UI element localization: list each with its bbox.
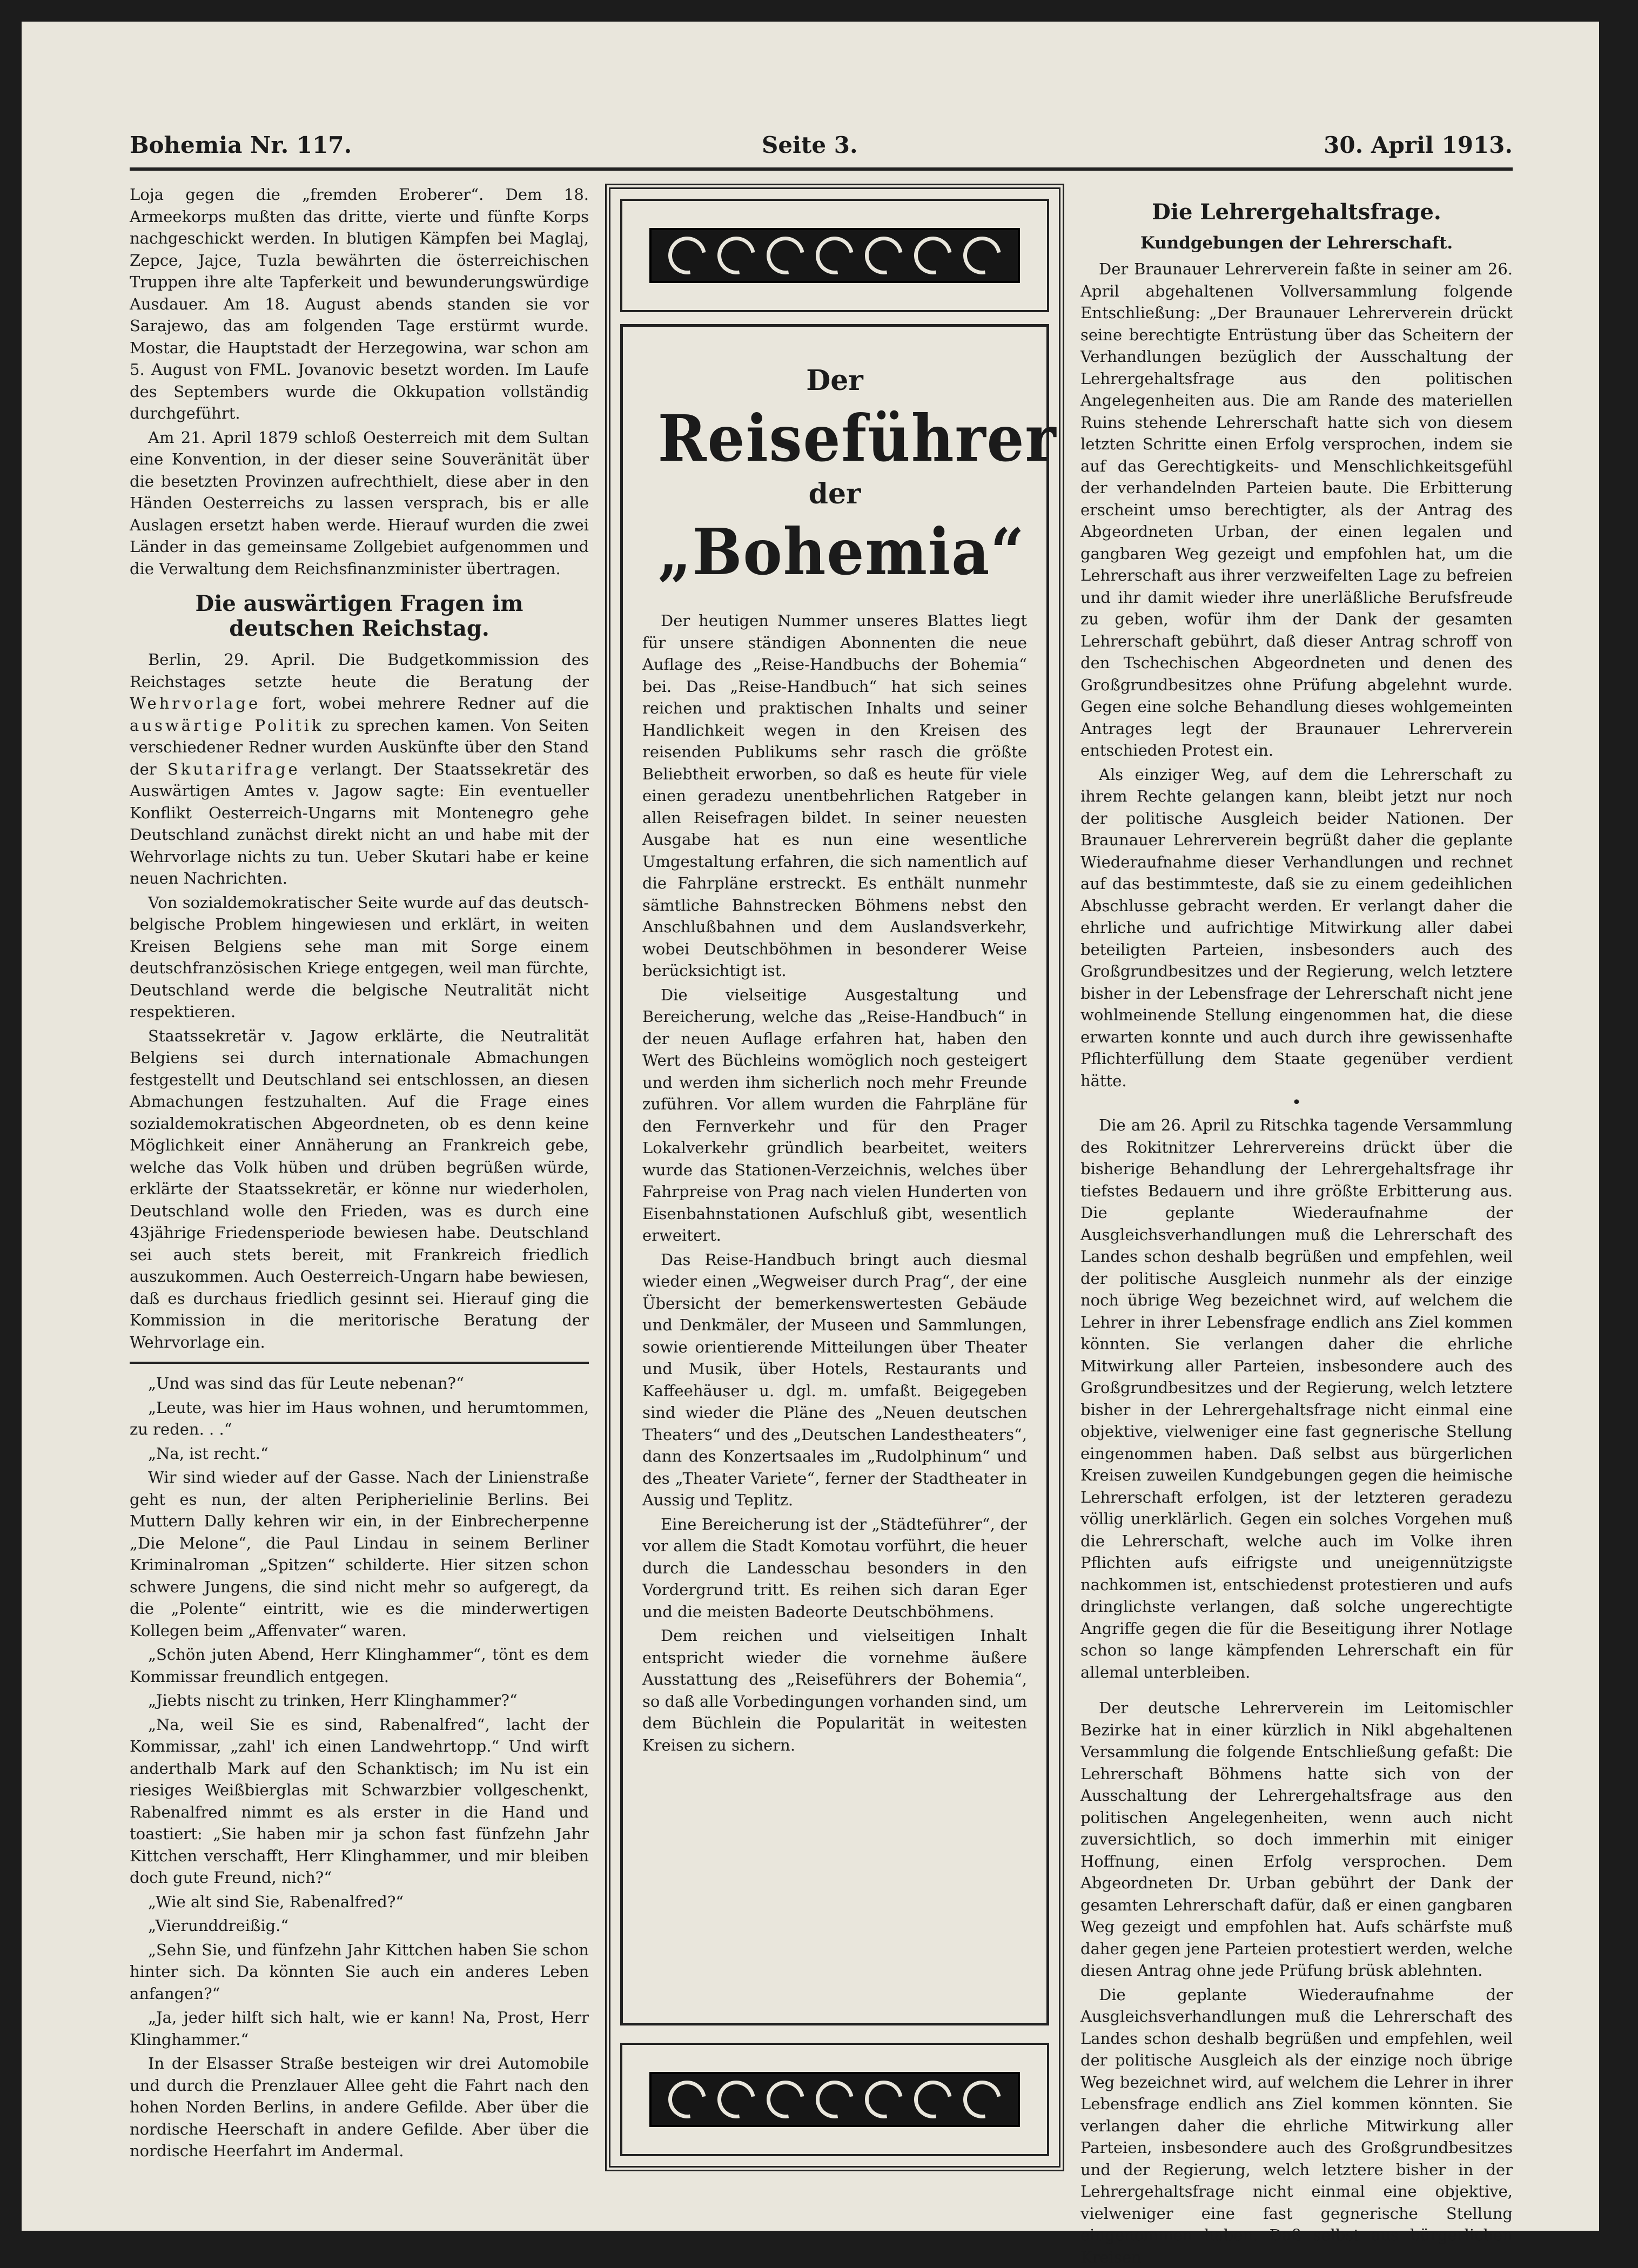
lehrer-paragraph-4: Der deutsche Lehrerverein im Leitomischler Bezirke hat in einer kürzlich in Nikl abgehaltenen Versammlung die folgende Entschließung gefaßt: Die Lehrerschaft Böhmens hatte sich von der Ausschaltung der Lehrergehaltsfrage aus den politischen Angelegenheiten, wenn auch nicht zuversichtlich, so doch immerhin mit einiger Hoffnung, einen Erfolg versprochen. Dem Abgeordneten Dr. Urban gebührt der Dank der gesamten Lehrerschaft dafür, daß er einen gangbaren Weg gezeigt und empfohlen hat. Aufs schärfste muß daher gegen jene Parteien protestiert werden, welche diesen Antrag ohne jede Prüfung brüsk ablehnten. — [1080, 1697, 1513, 1982]
swirl-ornament-icon — [956, 2073, 1009, 2125]
feuilleton-line-4: Wir sind wieder auf der Gasse. Nach der Linienstraße geht es nun, der alten Peripherielinie Berlins. Bei Muttern Dally kehren wir ein, in der Einbrecherpenne „Die Melone“, die Paul Lindau in seinem Berliner Kriminalroman „Spitzen“ schilderte. Hier sitzen schon schwere Jungens, die sind nicht mehr so aufgeregt, da die „Polente“ eintritt, wie es die minderwertigen Kollegen beim „Affenvater“ waren. — [130, 1466, 589, 1641]
spacer — [1080, 1686, 1513, 1694]
ad-paragraph-4: Eine Bereicherung ist der „Städteführer“, der vor allem die Stadt Komotau vorführt, die heuer durch die Landesschau besonders in den Vordergrund tritt. Es reihen sich daran Eger und die meisten Badeorte Deutschböhmens. — [642, 1513, 1027, 1623]
feuilleton-line-12: In der Elsasser Straße besteigen wir drei Automobile und durch die Prenzlauer Allee geht die Fahrt nach den hohen Norden Berlins, in andere Gefilde. Aber über die nordische Heerschaft in andere Gefilde. Aber über die nordische Heerfahrt im Andermal. — [130, 2052, 589, 2162]
lehrer-paragraph-1: Der Braunauer Lehrerverein faßte in seiner am 26. April abgehaltenen Vollversammlung folgende Entschließung: „Der Braunauer Lehrerverein drückt seine berechtigte Entrüstung über das Scheitern der Verhandlungen bezüglich der Ausschaltung der Lehrergehaltsfrage aus den politischen Angelegenheiten aus. Die am Rande des materiellen Ruins stehende Lehrerschaft hatte sich von diesem letzten Schritte einen Erfolg versprochen, indem sie auf das Gerechtigkeits- und Menschlichkeitsgefühl der verhandelnden Parteien baute. Die Erbitterung erscheint umso berechtigter, als der Antrag des Abgeordneten Urban, der einen legalen und gangbaren Weg gezeigt und empfohlen hat, um die Lehrerschaft aus ihrer verzweifelten Lage zu befreien und ihr damit wieder ihre unerläßliche Berufsfreude zu geben, wofür ihm der Dank der gesamten Lehrerschaft gebührt, daß dieser Antrag schroff von den Tschechischen Abgeordneten und denen des Großgrundbesitzes ohne Prüfung abgelehnt wurde. Gegen eine solche Behandlung dieses wohlgemeinten Antrages legt der Braunauer Lehrerverein entschieden Protest ein. — [1080, 258, 1513, 762]
lehrer-paragraph-5: Die geplante Wiederaufnahme der Ausgleichsverhandlungen muß die Lehrerschaft des Landes schon deshalb begrüßen und empfehlen, weil der politische Ausgleich als der einzige noch übrige Weg bezeichnet wird, auf welchem die Lehrer in ihrer Lebensfrage endlich ans Ziel kommen könnten. Sie verlangen daher die ehrliche Mitwirkung aller Parteien, insbesondere auch des Großgrundbesitzes und der Regierung, welch letztere bisher in der Lehrergehaltsfrage nicht einmal eine objektive, vielweniger eine fast gegnerische Stellung eingenommen haben. Daß selbst aus bürgerlichen Kreisen — [1080, 1984, 1513, 2268]
swirl-ornament-icon — [661, 229, 713, 281]
section-dot: • — [1080, 1095, 1513, 1111]
article-heading-lehrer: Die Lehrergehaltsfrage. — [1080, 200, 1513, 225]
ad-paragraph-2: Die vielseitige Ausgestaltung und Bereicherung, welche das „Reise-Handbuch“ in der neuen Auflage erfahren hat, haben den Wert des Büchleins womöglich noch gesteigert und werden ihm sicherlich noch mehr Freunde zuführen. Vor allem wurden die Fahrpläne für den Fernverkehr und für den Prager Lokalverkehr gründlich bearbeitet, weiters wurde das Stationen-Verzeichnis, welches über Fahrpreise von Prag nach vielen Hunderten von Eisenbahnstationen Aufschluß gibt, wesentlich erweitert. — [642, 984, 1027, 1247]
ornament-top — [620, 199, 1049, 312]
feuilleton-line-11: „Ja, jeder hilft sich halt, wie er kann! Na, Prost, Herr Klinghammer.“ — [130, 2007, 589, 2050]
right-column — [1080, 184, 1513, 2171]
ad-title-reisefuehrer: Reiseführer — [657, 402, 1011, 475]
reichstag-paragraph-2: Von sozialdemokratischer Seite wurde auf das deutsch-belgische Problem hingewiesen und erklärt, in weiten Kreisen Belgiens sehe man mit Sorge einem deutschfranzösischen Kriege entgegen, weil man fürchte, Deutschland werde die belgische Neutralität nicht respektieren. — [130, 892, 589, 1023]
feuilleton-line-6: „Jiebts nischt zu trinken, Herr Klinghammer?“ — [130, 1690, 589, 1712]
ad-paragraph-3: Das Reise-Handbuch bringt auch diesmal wieder einen „Wegweiser durch Prag“, der eine Übersicht der bemerkenswertesten Gebäude und Denkmäler, der Museen und Sammlungen, sowie orientierende Mitteilungen über Theater und Musik, über Hotels, Restaurants und Kaffeehäuser u. dgl. m. umfaßt. Beigegeben sind wieder die Pläne des „Neuen deutschen Theaters“ und des „Deutschen Landestheaters“, dann des Konzertsaales im „Rudolphinum“ und des „Theater Variete“, ferner der Stadtheater in Aussig und Teplitz. — [642, 1249, 1027, 1511]
swirl-ornament-icon — [857, 229, 910, 281]
feuilleton-line-5: „Schön juten Abend, Herr Klinghammer“, tönt es dem Kommissar freundlich entgegen. — [130, 1644, 589, 1687]
ad-title-bohemia: „Bohemia“ — [657, 516, 1011, 588]
swirl-ornament-icon — [808, 229, 861, 281]
feuilleton-line-10: „Sehn Sie, und fünfzehn Jahr Kittchen haben Sie schon hinter sich. Da könnten Sie auch ein anderes Leben anfangen?“ — [130, 1939, 589, 2005]
advertisement-column — [605, 184, 1064, 2171]
newspaper-page — [22, 22, 1599, 2231]
page-number: Seite 3. — [762, 132, 858, 158]
swirl-ornament-icon — [956, 229, 1009, 281]
advertisement-body — [620, 324, 1049, 2025]
ad-paragraph-5: Dem reichen und vielseitigen Inhalt entspricht wieder die vornehme äußere Ausstattung des „Reiseführers der Bohemia“, so daß alle Vorbedingungen vorhanden sind, um dem Büchlein die Popularität in weitesten Kreisen zu sichern. — [642, 1625, 1027, 1756]
page-header — [130, 130, 1513, 171]
section-divider — [130, 1362, 589, 1364]
swirl-ornament-icon — [907, 2073, 959, 2125]
feuilleton-line-8: „Wie alt sind Sie, Rabenalfred?“ — [130, 1891, 589, 1913]
article-subheading-lehrer: Kundgebungen der Lehrerschaft. — [1080, 232, 1513, 254]
ad-text — [642, 610, 1027, 1756]
swirl-ornament-icon — [710, 229, 762, 281]
ad-paragraph-1: Der heutigen Nummer unseres Blattes liegt für unsere ständigen Abonnenten die neue Auflage des „Reise-Handbuchs der Bohemia“ bei. Das „Reise-Handbuch“ hat sich seines reichen und praktischen Inhalts und seiner Handlichkeit wegen in den Kreisen des reisenden Publikums sehr rasch die größte Beliebtheit erworben, so daß es heute für viele einen geradezu unentbehrlichen Ratgeber in allen Reisefragen bildet. In seiner neuesten Ausgabe hat es nun eine wesentliche Umgestaltung erfahren, die sich namentlich auf die Fahrpläne erstreckt. Es enthält nunmehr sämtliche Bahnstrecken Böhmens nebst den Anschlußbahnen und dem Auslandsverkehr, wobei Deutschböhmen in besonderer Weise berücksichtigt ist. — [642, 610, 1027, 982]
swirl-ornament-icon — [710, 2073, 762, 2125]
ornament-band-bottom — [649, 2072, 1020, 2127]
feuilleton-line-7: „Na, weil Sie es sind, Rabenalfred“, lacht der Kommissar, „zahl' ich einen Landwehrtopp.“ Und wirft anderthalb Mark auf den Schanktisch; im Nu ist ein riesiges Weißbierglas mit Schwarzbier vollgeschenkt, Rabenalfred nimmt es als erster in die Hand und toastiert: „Sie haben mir ja schon fast fünfzehn Jahr Kittchen verschafft, Herr Klinghammer, und mir bleiben doch gute Freund, nich?“ — [130, 1714, 589, 1889]
swirl-ornament-icon — [907, 229, 959, 281]
left-column — [130, 184, 589, 2171]
ad-title-der: Der — [642, 365, 1027, 397]
article-heading-reichstag: Die auswärtigen Fragen im deutschen Reichstag. — [130, 591, 589, 641]
feuilleton-line-2: „Leute, was hier im Haus wohnen, und herumtommen, zu reden. . .“ — [130, 1397, 589, 1441]
reichstag-paragraph-3: Staatssekretär v. Jagow erklärte, die Neutralität Belgiens sei durch internationale Abmachungen festgestellt und Deutschland sei entschlossen, an diesen Abmachungen festzuhalten. Auf die Frage eines sozialdemokratischen Abgeordneten, ob es denn keine Möglichkeit einer Annäherung an Frankreich gebe, welche das Volk hüben und drüben begrüßen würde, erklärte der Staatssekretär, er könne nur wiederholen, Deutschland wolle den Frieden, was es durch eine 43jährige Friedensperiode bewiesen habe. Deutschland sei auch stets bereit, mit Frankreich friedlich auszukommen. Auch Oesterreich-Ungarn habe bewiesen, daß es durchaus friedlich gesinnt sei. Hierauf ging die Kommission in die meritorische Beratung der Wehrvorlage ein. — [130, 1025, 589, 1354]
masthead-issue: Bohemia Nr. 117. — [130, 132, 352, 158]
swirl-ornament-icon — [808, 2073, 861, 2125]
ornament-band-top — [649, 228, 1020, 283]
lehrer-paragraph-3: Die am 26. April zu Ritschka tagende Versammlung des Rokitnitzer Lehrervereins drückt über die bisherige Behandlung der Lehrergehaltsfrage ihr tiefstes Bedauern und ihre größte Erbitterung aus. Die geplante Wiederaufnahme der Ausgleichsverhandlungen muß die Lehrerschaft des Landes schon deshalb begrüßen und empfehlen, weil der politische Ausgleich nunmehr als der einzige noch übrige Weg bezeichnet wird, auf welchem die Lehrer in ihrer Lebensfrage endlich ans Ziel kommen könnten. Sie verlangen daher die ehrliche Mitwirkung aller Parteien, insbesondere auch des Großgrundbesitzes und der Regierung, welch letztere bisher in der Lehrergehaltsfrage nicht einmal eine objektive, vielweniger eine fast gegnerische Stellung eingenommen haben. Daß selbst aus bürgerlichen Kreisen zuweilen Kundgebungen gegen die heimische Lehrerschaft erfolgen, ist der letzteren geradezu völlig unerklärlich. Gegen ein solches Vorgehen muß die Lehrerschaft, welche auch im Volke ihren Pflichten aufs eifrigste und uneigennützigste nachkommen ist, entschiedenst protestieren und aufs dringlichste verlangen, daß solche ungerechtigte Angriffe gegen die für die Beseitigung ihrer Notlage schon so lange kämpfenden Lehrerschaft ein für allemal unterbleiben. — [1080, 1114, 1513, 1683]
issue-date: 30. April 1913. — [1324, 132, 1513, 158]
occupation-paragraph-2: Am 21. April 1879 schloß Oesterreich mit dem Sultan eine Konvention, in der dieser seine Souveränität über die besetzten Provinzen aufrechthielt, diese aber in den Händen Oesterreichs zu lassen versprach, bis er alle Auslagen ersetzt haben werde. Hierauf wurden die zwei Länder in das gemeinsame Zollgebiet aufgenommen und die Verwaltung dem Reichsfinanzminister übertragen. — [130, 427, 589, 580]
feuilleton-line-3: „Na, ist recht.“ — [130, 1443, 589, 1465]
ad-title-der-2: der — [642, 478, 1027, 510]
lehrer-paragraph-2: Als einziger Weg, auf dem die Lehrerschaft zu ihrem Rechte gelangen kann, bleibt jetzt nur noch der politische Ausgleich beider Nationen. Der Braunauer Lehrerverein begrüßt daher die geplante Wiederaufnahme dieser Verhandlungen und rechnet auf das bestimmteste, daß sie zu einem gedeihlichen Abschlusse gebracht werden. Er verlangt daher die ehrliche und aufrichtige Mitwirkung aller dabei beteiligten Parteien, insbesonders auch des Großgrundbesitzes und der Regierung, welch letztere bisher in der Lebensfrage der Lehrerschaft nicht jene wohlmeinende Stellung eingenommen hat, die diese erwarten konnte und auch durch ihre gewissenhafte Pflichterfüllung dem Staate gegenüber verdient hätte. — [1080, 764, 1513, 1092]
occupation-paragraph-1: Loja gegen die „fremden Eroberer“. Dem 18. Armeekorps mußten das dritte, vierte und fünfte Korps nachgeschickt werden. In blutigen Kämpfen bei Maglaj, Zepce, Jajce, Tuzla bewährten die österreichischen Truppen ihre alte Tapferkeit und bewunderungswürdige Ausdauer. Am 18. August abends standen sie vor Sarajewo, das am folgenden Tage erstürmt wurde. Mostar, die Hauptstadt der Herzegowina, war schon am 5. August von FML. Jovanovic besetzt worden. Im Laufe des Septembers wurde die Okkupation vollständig durchgeführt. — [130, 184, 589, 425]
swirl-ornament-icon — [759, 2073, 811, 2125]
feuilleton-line-1: „Und was sind das für Leute nebenan?“ — [130, 1372, 589, 1395]
feuilleton-line-9: „Vierunddreißig.“ — [130, 1915, 589, 1937]
reichstag-paragraph-1: Berlin, 29. April. Die Budgetkommission des Reichstages setzte heute die Beratung der Wehrvorlage fort, wobei mehrere Redner auf die auswärtige Politik zu sprechen kamen. Von Seiten verschiedener Redner wurden Auskünfte über den Stand der Skutarifrage verlangt. Der Staatssekretär des Auswärtigen Amtes v. Jagow sagte: Ein eventueller Konflikt Oesterreich-Ungarns mit Montenegro gehe Deutschland zunächst direkt nicht an und habe mit der Wehrvorlage nichts zu tun. Ueber Skutari habe er keine neuen Nachrichten. — [130, 649, 589, 890]
swirl-ornament-icon — [857, 2073, 910, 2125]
advertisement-frame — [605, 184, 1064, 2171]
swirl-ornament-icon — [759, 229, 811, 281]
swirl-ornament-icon — [661, 2073, 713, 2125]
ornament-bottom — [620, 2043, 1049, 2156]
